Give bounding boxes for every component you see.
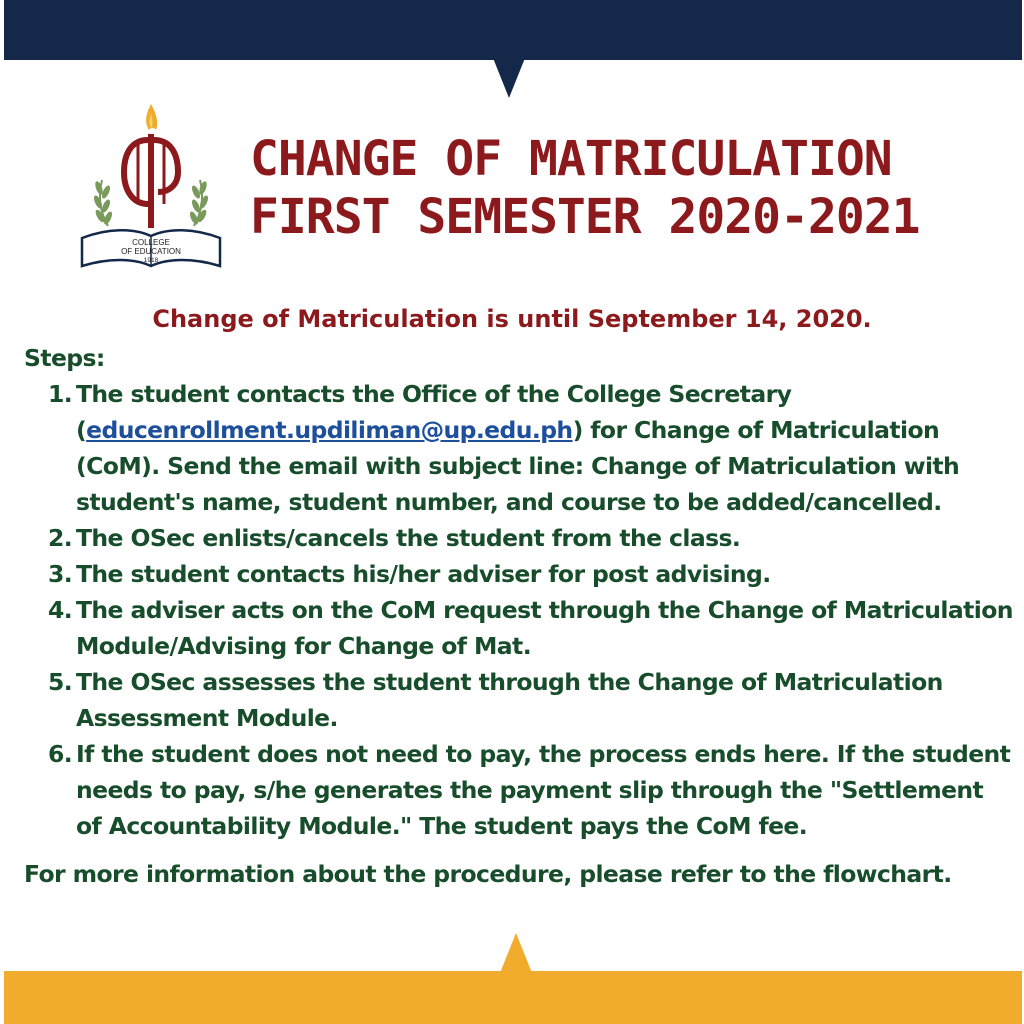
bottom-banner: [4, 971, 1022, 1024]
step-number: 1.: [48, 380, 73, 408]
laurel-right-icon: [188, 180, 209, 226]
step-text: The OSec enlists/cancels the student from the class.: [76, 524, 741, 552]
up-monogram-icon: [124, 140, 148, 204]
step-item-1: [24, 376, 1014, 520]
deadline-prefix: Change of Matriculation is until: [152, 305, 588, 333]
step-number: 5.: [48, 668, 73, 696]
title-line-2: FIRST SEMESTER 2020-2021: [250, 189, 920, 245]
deadline-notice: [0, 302, 1024, 336]
closing-note: For more information about the procedure, please refer to the flowchart.: [24, 860, 952, 888]
page-title: [250, 130, 920, 246]
step-item-2: [24, 520, 1014, 556]
steps-section: [24, 340, 1014, 892]
top-banner: [4, 0, 1022, 60]
step-text: The OSec assesses the student through the Change of Matriculation Assessment Module.: [76, 668, 943, 732]
step-text: The adviser acts on the CoM request through the Change of Matriculation Module/Advising for Change of Mat.: [76, 596, 1013, 660]
step-item-5: [24, 664, 1014, 736]
step-number: 6.: [48, 740, 73, 768]
email-link[interactable]: educenrollment.updiliman@up.edu.ph: [86, 416, 573, 444]
step-text: If the student does not need to pay, the process ends here. If the student needs to pay, s/he generates the payment slip through the "Settlement of Accountability Module." The student pays the CoM fee.: [76, 740, 1011, 840]
logo-text-education: OF EDUCATION: [121, 247, 181, 256]
step-text: The student contacts the Office of the College Secretary (: [76, 380, 792, 444]
step-text: The student contacts his/her adviser for post advising.: [76, 560, 771, 588]
step-item-4: [24, 592, 1014, 664]
step-text: ) for Change of Matriculation (CoM). Send the email with subject line: Change of Matriculation with student's name, student number, and course to be added/cancelled.: [76, 416, 960, 516]
steps-list: [24, 376, 1014, 844]
top-banner-notch: [493, 58, 525, 98]
deadline-date: September 14, 2020.: [587, 305, 872, 333]
logo-text-college: COLLEGE: [132, 238, 170, 247]
college-of-education-logo: [78, 100, 224, 272]
title-line-1: CHANGE OF MATRICULATION: [250, 131, 892, 187]
step-number: 2.: [48, 524, 73, 552]
step-number: 3.: [48, 560, 73, 588]
bottom-banner-notch: [500, 933, 532, 973]
step-item-6: [24, 736, 1014, 844]
step-item-3: [24, 556, 1014, 592]
step-number: 4.: [48, 596, 73, 624]
logo-text-year: 1918: [143, 257, 159, 264]
steps-heading: Steps:: [24, 344, 105, 372]
laurel-left-icon: [92, 180, 113, 226]
